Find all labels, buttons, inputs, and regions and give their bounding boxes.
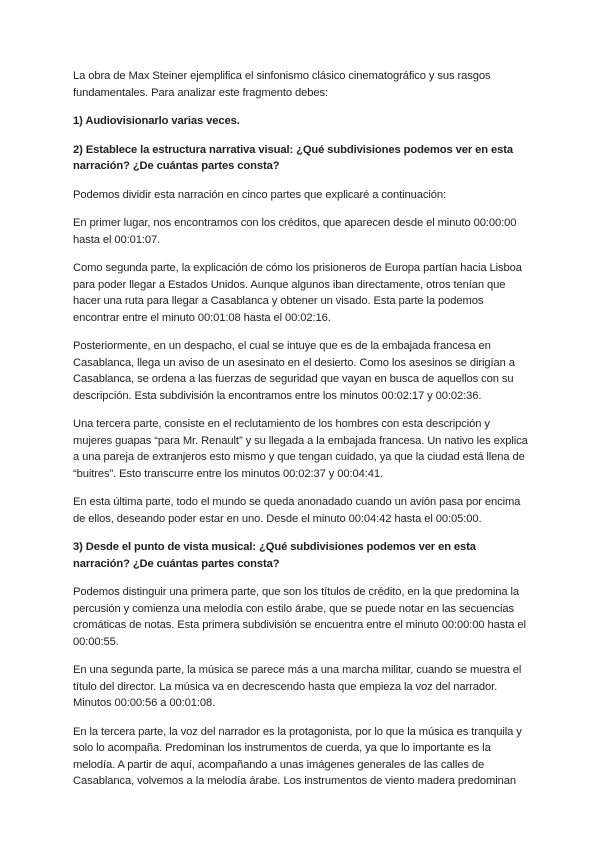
task-3-heading: 3) Desde el punto de vista musical: ¿Qué subdivisiones podemos ver en esta narración? ¿De cuántas partes consta?: [73, 541, 476, 570]
paragraph-music-third: En la tercera parte, la voz del narrador es la protagonista, por lo que la música es tranquila y solo lo acompaña. Predominan los instrumentos de cuerda, ya que lo importante es la melodía. A partir de aquí, acompañando a unas imágenes generales de las calles de Casablanca, volvemos a la melodía árabe. Los instrumentos de viento madera predominan: [73, 725, 522, 787]
intro-paragraph: La obra de Max Steiner ejemplifica el sinfonismo clásico cinematográfico y sus rasgos fundamentales. Para analizar este fragmento debes:: [73, 70, 491, 99]
paragraph-music-first: Podemos distinguir una primera parte, que son los títulos de crédito, en la que predomina la percusión y comienza una melodía con estilo árabe, que se puede notar en las secuencias cromáticas de notas. Esta primera subdivisión se encuentra entre el minuto 00:00:00 hasta el 00:00:55.: [73, 586, 526, 648]
task-1-heading: 1) Audiovisionarlo varias veces.: [73, 115, 240, 127]
paragraph-music-second: En una segunda parte, la música se parece más a una marcha militar, cuando se muestra el título del director. La música va en decrescendo hasta que empieza la voz del narrador. Minutos 00:00:56 a 00:01:08.: [73, 664, 522, 709]
document-body: [73, 68, 529, 802]
paragraph-third-part: Una tercera parte, consiste en el reclutamiento de los hombres con esta descripción y mujeres guapas “para Mr. Renault” y su llegada a la embajada francesa. Un nativo les explica a una pareja de extranjeros esto mismo y que tengan cuidado, ya que la ciudad está llena de “buitres”. Esto transcurre entre los minutos 00:02:37 y 00:04:41.: [73, 418, 528, 480]
paragraph-last-part: En esta última parte, todo el mundo se queda anonadado cuando un avión pasa por encima de ellos, deseando poder estar en uno. Desde el minuto 00:04:42 hasta el 00:05:00.: [73, 496, 521, 525]
paragraph-second-part: Como segunda parte, la explicación de cómo los prisioneros de Europa partían hacia Lisboa para poder llegar a Estados Unidos. Aunque algunos iban directamente, otros tenían que hacer una ruta para llegar a Casablanca y obtener un visado. Esta parte la podemos encontrar entre el minuto 00:01:08 hasta el 00:02:16.: [73, 262, 522, 324]
paragraph-credits: En primer lugar, nos encontramos con los créditos, que aparecen desde el minuto 00:00:00 hasta el 00:01:07.: [73, 217, 517, 246]
paragraph-office: Posteriormente, en un despacho, el cual se intuye que es de la embajada francesa en Casablanca, llega un aviso de un asesinato en el desierto. Como los asesinos se dirigían a Casablanca, se ordena a las fuerzas de seguridad que vayan en busca de aquellos con su descripción. Esta subdivisión la encontramos entre los minutos 00:02:17 y 00:02:36.: [73, 340, 515, 402]
task-2-heading: 2) Establece la estructura narrativa visual: ¿Qué subdivisiones podemos ver en esta narración? ¿De cuántas partes consta?: [73, 143, 513, 172]
paragraph-five-parts: Podemos dividir esta narración en cinco partes que explicaré a continuación:: [73, 188, 446, 201]
